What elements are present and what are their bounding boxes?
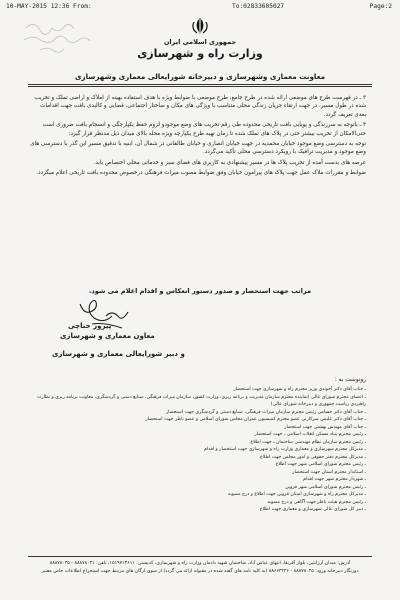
iran-emblem-icon <box>190 16 210 36</box>
copies-heading: رونوشت به : <box>334 377 366 383</box>
closing-line: مراتب جهت استحضار و صدور دستور انعکاس و اقدام اعلام می شود. <box>88 287 312 295</box>
copy-recipient: ـ جناب آقای مهندس بهشتی جهت استحضار <box>284 424 366 430</box>
copy-recipient: ـ جناب آقای دکتر علیمی سرکارتی عضو محترم کمیسیون عمران مجلس شورای اسلامی و عضو ناظر جهت استحضار <box>145 417 366 422</box>
copy-recipient: ـ جناب آقای دکتر حسامی رئیس محترم سازمان میراث فرهنگی، صنایع دستی و گردشگری جهت استحضار <box>165 409 366 415</box>
copy-recipient: ـ جناب آقای دکتر آخوندی وزیر محترم راه و شهرسازی جهت استحضار <box>233 387 366 392</box>
signatory-name: پیروز حناچی <box>68 322 112 330</box>
fax-date-from: 10-MAY-2015 12:36 From: <box>6 3 92 10</box>
body-paragraph: ۴ ـ باتوجه به سرزندگی و پویایی بافت تاریخی محدوده طی رقم تخریب های وضع موجودو لزوم حفظ یکپارچگی و انسجام بافت ضروری است حتی‌الامکان از تخریب بیشتر حتی در پلاک های تملک شده تا زمان تهیه طرح یکپارچه ویژه محله بالای میدان ذیل مدنظر قرار گیرد: <box>42 122 366 137</box>
footer-address: آدرس: میدان آرژانتین، بلوار آفریقا، انتهای عباس آباد، ساختمان شهید دادمان وزارت راه و شهرسازی، کدپستی: ۱۵۱۹۷۱۳۶۱۱، تلفن: ۸۸۸۷۸۰۳۱ - ۸۸۸۷۸۰۳۵ <box>49 561 351 566</box>
copy-recipient: ـ رئیس محترم سازمان نظام مهندسی ساختمان ـ جهت اطلاع <box>250 439 366 445</box>
copy-recipient: ـ مدیرکل محترم دفتر حقوقی و امور مجلس جهت اطلاع <box>260 454 366 460</box>
copy-recipient: ـ رئیس محترم هیئت ناظر جهت آگاهی و درج مصوبه <box>267 499 366 505</box>
fax-header <box>6 3 392 13</box>
body-bullet: ضوابط و مقررات ملاک عمل جهت پلاک های پیرامون خیابان وفق ضوابط مصوب میراث فرهنگی درخصوص محدوده بافت تاریخی اعلام میگردد. <box>36 170 366 177</box>
body-paragraph: ۳ ـ در فهرست طرح های موضعی ارائه شده در طرح جامع، طرح موضعی با ضوابط ویژه با هدف استفاده بهینه از املاک و اراضی تملک و تخریب شده در طول مسیر، در جهت ارتقاء جریان زندگی محلی متناسب با ویژگی های مکان و ساختار اجتماعی، فضایی و کالبدی بافت جهت اقدامات بعدی تعریف گردد. <box>34 95 366 118</box>
copy-recipient: ـ مدیرکل محترم شهرسازی و معماری وزارت راه و شهرسازی جهت استحضار و اقدام <box>204 447 366 452</box>
copy-recipient: ـ اعضای محترم شورای عالی (نماینده محترم سازمان مدیریت و برنامه ریزی، وزارت کشور، سازمان میراث فرهنگی، صنایع دستی و گردشگری، معاونت برنامه ریزی و نظارت راهبردی ریاست جمهوری و دبیرخانه شورای عالی) <box>37 394 366 407</box>
ministry-title: وزارت راه و شهرسازی <box>137 47 263 60</box>
copy-recipient: ـ شهردار محترم شهر جهت اقدام <box>303 477 366 482</box>
header-divider <box>28 84 372 85</box>
copy-recipient: ـ رئیس محترم شورای اسلامی شهر قزوین <box>285 484 366 490</box>
copy-recipient: ـ دبیر کل شورای عالی شهرسازی و معماری جهت اطلاع <box>259 507 366 512</box>
body-bullet: عرصه های بدست آمده از تخریب پلاک ها در مسیر پیشنهادی به کاربری های فضای سبز و خدماتی محلی اختصاص یابد. <box>93 159 366 166</box>
fax-page: Page:2 <box>369 3 392 10</box>
copy-recipient: ـ رئیس محترم شورای اسلامی شهر جهت اطلاع <box>275 462 366 467</box>
fax-to: To:02833605027 <box>232 3 285 10</box>
body-bullet: توجه به دسترسی وضع موجود خیابان محمدیه در جهت خیابان انصاری و خیابان طالقانی در شمال آن، ابنیه با تدقیق مسیر این گذر با دسترسی های وضع موجود و مدیریت ترافیک با رویکرد دسترسی محلی تأکید می‌گردد. <box>30 141 366 156</box>
deputy-title: معاونت معماری وشهرسازی و دبیرخانه شورایعالی معماری وشهرسازی <box>74 72 326 81</box>
copy-recipient: ـ رئیس محترم بنیاد مسکن انقلاب اسلامی ـ جهت استحضار <box>254 432 366 437</box>
header-divider-thin <box>28 86 372 87</box>
letter-body <box>28 94 366 180</box>
footer-fax-note: دورنگار دبیرخانه ورود: ۸۸۸۷۸۰۴۵ - ۸۸۶۶۳۲۳۶ (به کلیه نامه های گفته شده در مقبوله ارائه می گردد) از سوی ارگان های مرتبط جهت استخراج اطلاعات خاص معتبر <box>41 568 359 574</box>
footer-divider <box>28 556 372 557</box>
letter-footer <box>20 560 380 575</box>
republic-title: جمهوری اسلامی ایران <box>163 38 237 46</box>
copies-list <box>30 386 366 514</box>
signatory-title-2: و دبیر شورایعالی معماری و شهرسازی <box>52 350 185 358</box>
copy-recipient: ـ استاندار محترم استان جهت استحضار <box>292 469 366 475</box>
copy-recipient: ـ مدیرکل محترم راه و شهرسازی استان قزوین جهت اطلاع و درج مصوبه <box>228 492 366 497</box>
signatory-title-1: معاون معماری و شهرسازی <box>60 332 155 340</box>
